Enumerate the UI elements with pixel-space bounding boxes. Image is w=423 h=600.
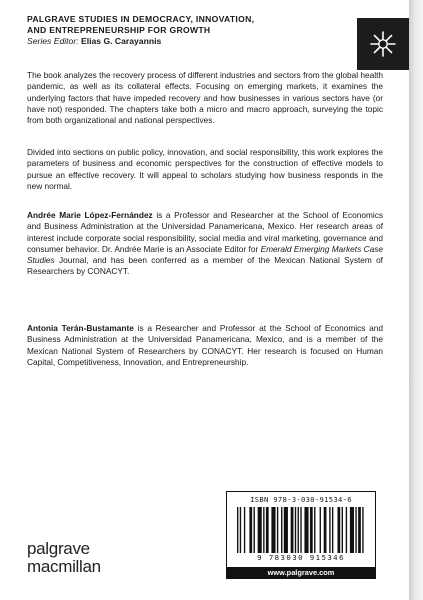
barcode-bar — [237, 507, 238, 553]
barcode-bar — [332, 507, 333, 553]
series-header — [27, 14, 347, 47]
palgrave-star-logo-icon — [357, 18, 409, 70]
barcode-bar — [310, 507, 313, 553]
barcode-digits: 9 783030 915346 — [257, 553, 345, 562]
series-editor-label: Series Editor: — [27, 36, 79, 46]
barcode-bar — [266, 507, 269, 553]
isbn-number: ISBN 978-3-030-91534-6 — [250, 495, 352, 504]
author-1-bio-text-b: Journal, and has been conferred as a member of the Mexican National System of Researchers by CONACYT. — [27, 255, 383, 277]
publisher-logo — [27, 540, 101, 576]
series-editor-name: Elias G. Carayannis — [80, 36, 162, 46]
series-title-line-1: PALGRAVE STUDIES IN DEMOCRACY, INNOVATION, — [27, 14, 255, 24]
barcode-bar — [346, 507, 347, 553]
series-editor — [27, 36, 347, 47]
author-2-name: Antonia Terán-Bustamante — [27, 323, 134, 333]
barcode-bar — [358, 507, 361, 553]
barcode-bar — [254, 507, 255, 553]
author-1-bio-text-a: is a Professor and Researcher at the School of Economics and Business Administration at the Universidad Panamericana, Mexico. Her research areas of interest include corporate social responsibility, social media and viral marketing, governance and consumer behavior. Dr. Andrée Marie is an Associate Editor for — [27, 210, 384, 254]
author-1-journal: Emerald Emerging Markets Case Studies — [27, 243, 383, 266]
publisher-website: www.palgrave.com — [227, 567, 375, 578]
publisher-name-line-1: palgrave — [27, 539, 90, 558]
barcode-bar — [362, 507, 363, 553]
barcode-bar — [320, 507, 321, 553]
barcode-bar — [277, 507, 278, 553]
barcode-bar — [298, 507, 299, 553]
author-bio-2 — [27, 323, 383, 368]
isbn-barcode-box — [226, 491, 376, 579]
barcode-bar — [271, 507, 275, 553]
author-2-bio-text: is a Researcher and Professor at the School of Economics and Business Administration at the Universidad Panamericana, Mexico, and is a member of the Mexican National System of Researchers by CONACYT. Her research is focused on Human Capital, Competitiveness, Innovation, and Entrepreneurship. — [27, 323, 384, 367]
barcode-bar — [324, 507, 327, 553]
barcode-bar — [240, 507, 241, 553]
publisher-name-line-2: macmillan — [27, 557, 101, 576]
barcode-bar — [314, 507, 315, 553]
barcode-bar — [304, 507, 308, 553]
barcode-bar — [295, 507, 296, 553]
series-title-line-2: AND ENTREPRENEURSHIP FOR GROWTH — [27, 25, 211, 35]
barcode-bar — [263, 507, 264, 553]
description-paragraph-2: Divided into sections on public policy, innovation, and social responsibility, this work explores the parameters of business and economic perspectives for the construction of effective models to pursue an effective recovery. It will appeal to scholars studying how business responds in the new normal. — [27, 147, 383, 191]
description-paragraph-1: The book analyzes the recovery process of different industries and sectors from the global health pandemic, as well as its collateral effects. Focusing on emerging markets, it examines the underlying factors that have impeded recovery and how businesses in various sectors have (or have not) responded. The chapters take both a micro and macro approach, surveying the topic from both organizational and national perspectives. — [27, 70, 383, 126]
barcode-bar — [258, 507, 262, 553]
barcode-bar — [281, 507, 282, 553]
barcode-bar — [291, 507, 294, 553]
barcode-bar — [329, 507, 330, 553]
barcode-bar — [300, 507, 301, 553]
author-bio-1 — [27, 210, 383, 278]
cover-spine-edge — [409, 0, 423, 600]
barcode-bars — [237, 507, 365, 553]
author-1-name: Andrée Marie López-Fernández — [27, 210, 153, 220]
barcode-bar — [355, 507, 356, 553]
barcode-bar — [342, 507, 343, 553]
barcode-bar — [350, 507, 354, 553]
barcode-bar — [284, 507, 288, 553]
barcode-bar — [337, 507, 340, 553]
barcode-bar — [249, 507, 252, 553]
barcode-bar — [244, 507, 245, 553]
